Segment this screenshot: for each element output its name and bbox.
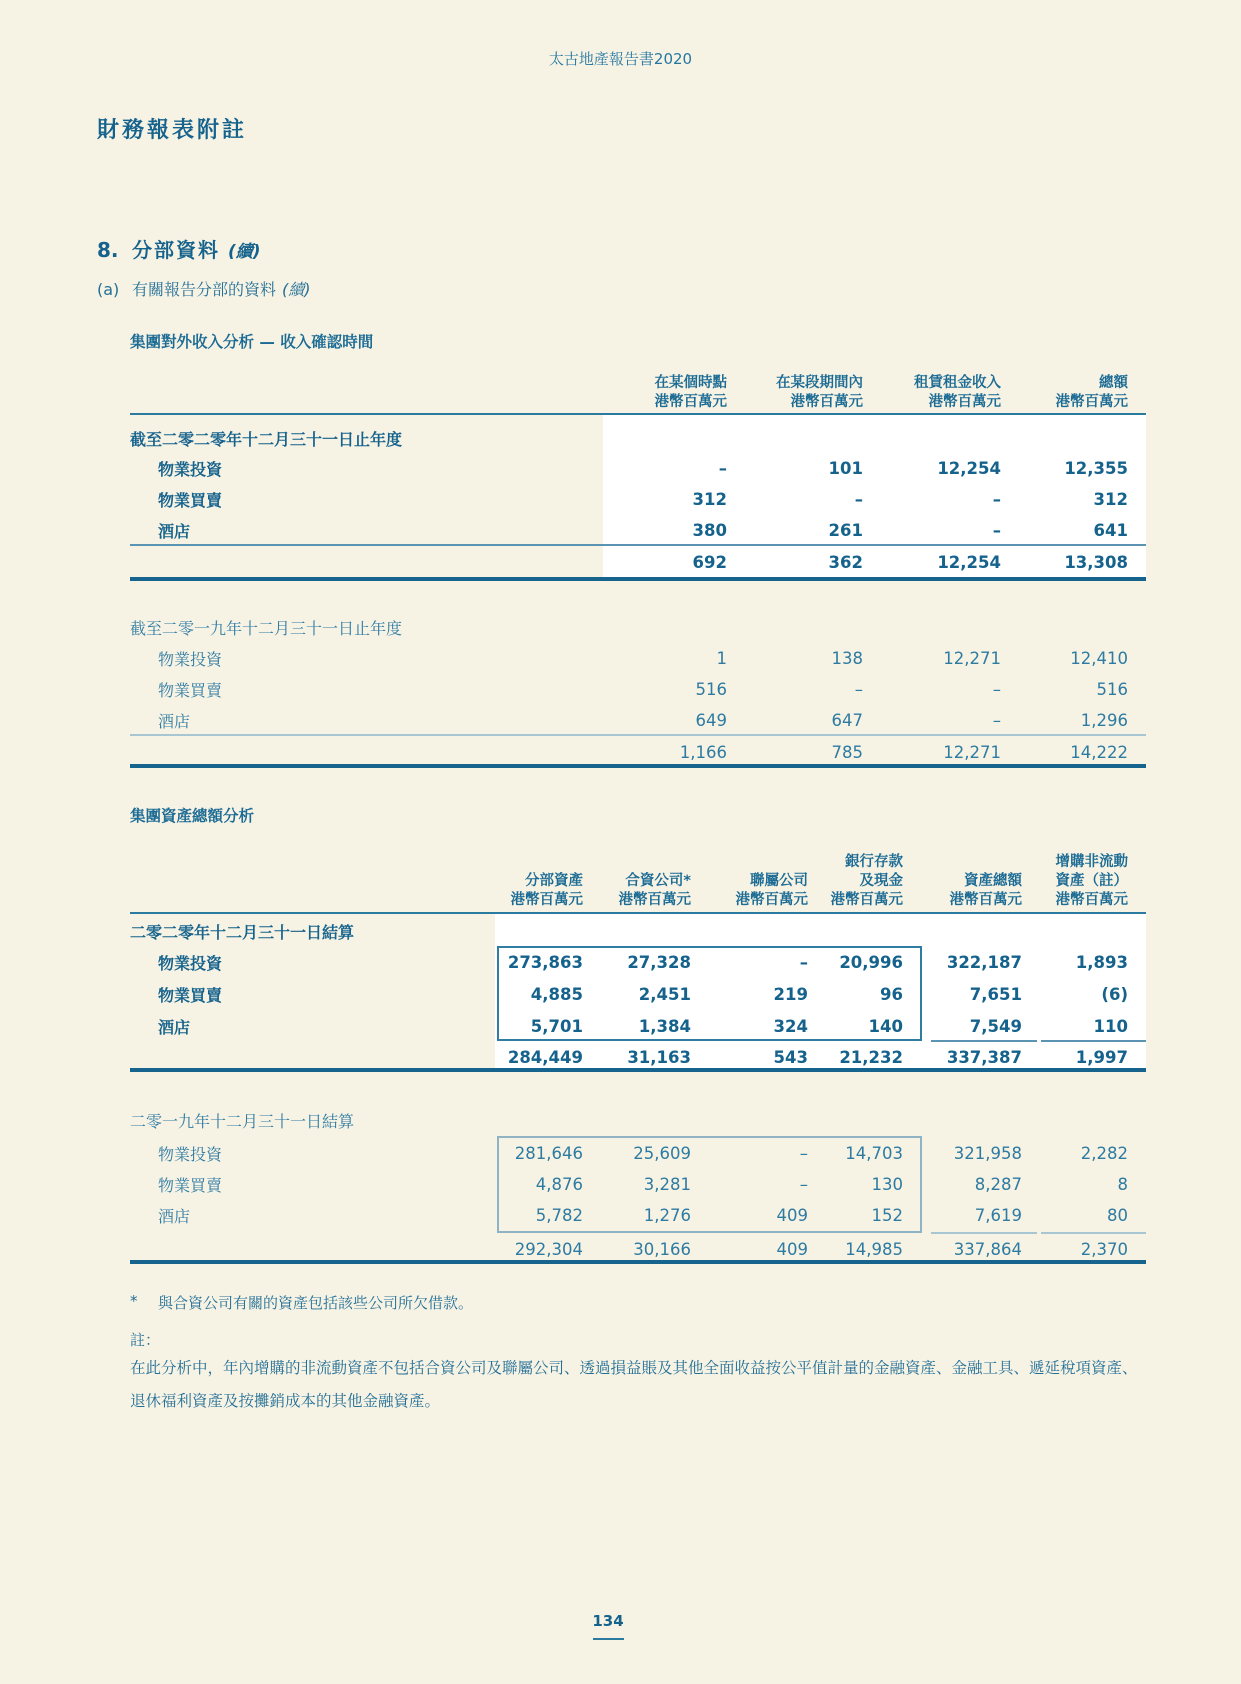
cell-value: 321,958 bbox=[953, 1143, 1022, 1163]
cell-value: 96 bbox=[880, 984, 903, 1004]
cell-value: 101 bbox=[828, 458, 863, 478]
cell-value: 322,187 bbox=[946, 952, 1022, 972]
table-rule bbox=[931, 1232, 1037, 1234]
column-header-line: 港幣百萬元 bbox=[735, 892, 808, 908]
column-header-line: 港幣百萬元 bbox=[830, 892, 903, 908]
column-header bbox=[863, 374, 1001, 412]
subsection-title: 有關報告分部的資料 bbox=[132, 280, 277, 299]
cell-value: – bbox=[799, 1143, 808, 1163]
cell-value: – bbox=[799, 1174, 808, 1194]
table-row bbox=[130, 1012, 1146, 1040]
column-header-line: 港幣百萬元 bbox=[618, 892, 691, 908]
cell-value: 4,876 bbox=[535, 1174, 583, 1194]
cell-value: 138 bbox=[831, 648, 863, 668]
row-label: 物業投資 bbox=[158, 953, 223, 973]
section-continued-mark: (續) bbox=[228, 242, 261, 262]
row-label: 酒店 bbox=[158, 1206, 191, 1226]
column-header-line: 合資公司* bbox=[625, 873, 691, 889]
table-rule bbox=[130, 577, 1146, 581]
cell-value: 649 bbox=[695, 710, 727, 730]
section-label-row bbox=[130, 613, 1146, 641]
table-row bbox=[130, 644, 1146, 672]
note-label: 註： bbox=[130, 1331, 161, 1349]
row-label: 酒店 bbox=[158, 1017, 191, 1037]
section-label-row bbox=[130, 1106, 1146, 1134]
table-rule bbox=[130, 1260, 1146, 1264]
running-header: 太古地產報告書2020 bbox=[548, 50, 693, 68]
cell-value: 5,701 bbox=[530, 1016, 583, 1036]
cell-value: 312 bbox=[1093, 489, 1128, 509]
total-value: 1,166 bbox=[679, 742, 727, 762]
table-rule bbox=[130, 1068, 1146, 1072]
row-label: 物業買賣 bbox=[158, 490, 223, 510]
document-title: 財務報表附註 bbox=[97, 118, 248, 143]
cell-value: 7,651 bbox=[969, 984, 1022, 1004]
column-header-line: 租賃租金收入 bbox=[914, 375, 1001, 391]
assets-table-title: 集團資產總額分析 bbox=[130, 807, 255, 825]
column-header-line: 港幣百萬元 bbox=[949, 892, 1022, 908]
column-header-line: 港幣百萬元 bbox=[654, 394, 727, 410]
total-value: 785 bbox=[831, 742, 863, 762]
cell-value: 1,296 bbox=[1080, 710, 1128, 730]
row-label: 物業投資 bbox=[158, 649, 223, 669]
column-header bbox=[903, 872, 1022, 910]
cell-value: 516 bbox=[695, 679, 727, 699]
total-value: 14,985 bbox=[845, 1239, 903, 1259]
cell-value: 8 bbox=[1117, 1174, 1128, 1194]
cell-value: 324 bbox=[773, 1016, 808, 1036]
section-heading bbox=[97, 234, 261, 263]
total-value: 362 bbox=[828, 552, 863, 572]
table-row bbox=[130, 1139, 1146, 1167]
cell-value: 12,410 bbox=[1070, 648, 1128, 668]
cell-value: 641 bbox=[1093, 520, 1128, 540]
column-header-line: 港幣百萬元 bbox=[928, 394, 1001, 410]
cell-value: 4,885 bbox=[530, 984, 583, 1004]
row-label: 物業買賣 bbox=[158, 1175, 223, 1195]
table-row bbox=[130, 1170, 1146, 1198]
cell-value: 219 bbox=[773, 984, 808, 1004]
column-header-line: 聯屬公司 bbox=[750, 873, 808, 889]
table-rule bbox=[1041, 1040, 1146, 1042]
cell-value: – bbox=[992, 710, 1001, 730]
footnote-text: 與合資公司有關的資產包括該些公司所欠借款。 bbox=[158, 1294, 474, 1312]
total-value: 409 bbox=[776, 1239, 808, 1259]
table-row bbox=[130, 948, 1146, 976]
cell-value: 2,282 bbox=[1080, 1143, 1128, 1163]
cell-value: – bbox=[718, 458, 727, 478]
cell-value: 273,863 bbox=[507, 952, 583, 972]
cell-value: 12,271 bbox=[943, 648, 1001, 668]
total-value: 284,449 bbox=[507, 1047, 583, 1067]
row-label: 酒店 bbox=[158, 711, 191, 731]
page-number-underline bbox=[593, 1638, 624, 1640]
section-label-row bbox=[130, 424, 1146, 452]
table-row bbox=[130, 454, 1146, 482]
total-value: 292,304 bbox=[514, 1239, 583, 1259]
subsection-continued-mark: (續) bbox=[282, 280, 311, 299]
table-rule bbox=[130, 912, 1146, 914]
column-header-line: 港幣百萬元 bbox=[790, 394, 863, 410]
cell-value: 1,276 bbox=[643, 1205, 691, 1225]
cell-value: 12,254 bbox=[937, 458, 1001, 478]
section-label: 二零二零年十二月三十一日結算 bbox=[130, 922, 355, 942]
section-label: 截至二零一九年十二月三十一日止年度 bbox=[130, 618, 403, 638]
section-label-row bbox=[130, 917, 1146, 945]
table-rule bbox=[1041, 1232, 1146, 1234]
row-label: 物業買賣 bbox=[158, 680, 223, 700]
column-header bbox=[603, 374, 727, 412]
total-row bbox=[130, 548, 1146, 576]
section-label: 二零一九年十二月三十一日結算 bbox=[130, 1111, 355, 1131]
table-row bbox=[130, 1201, 1146, 1229]
table-row bbox=[130, 485, 1146, 513]
cell-value: 1,384 bbox=[638, 1016, 691, 1036]
total-value: 13,308 bbox=[1064, 552, 1128, 572]
column-header-line: 在某段期間內 bbox=[776, 375, 863, 391]
table-rule bbox=[130, 734, 1146, 736]
cell-value: 25,609 bbox=[633, 1143, 691, 1163]
cell-value: 380 bbox=[692, 520, 727, 540]
table-row bbox=[130, 516, 1146, 544]
section-number: 8. bbox=[97, 238, 119, 262]
column-header bbox=[1022, 853, 1146, 910]
cell-value: 12,355 bbox=[1064, 458, 1128, 478]
cell-value: (6) bbox=[1101, 984, 1128, 1004]
row-label: 物業買賣 bbox=[158, 985, 223, 1005]
cell-value: 2,451 bbox=[638, 984, 691, 1004]
cell-value: 7,619 bbox=[974, 1205, 1022, 1225]
cell-value: 27,328 bbox=[627, 952, 691, 972]
column-header bbox=[583, 872, 691, 910]
total-row bbox=[130, 1235, 1146, 1263]
column-header bbox=[1001, 374, 1146, 412]
cell-value: 647 bbox=[831, 710, 863, 730]
column-header-line: 港幣百萬元 bbox=[510, 892, 583, 908]
row-label: 酒店 bbox=[158, 521, 191, 541]
assets-table-header bbox=[130, 842, 1146, 910]
footnote-note-label bbox=[130, 1329, 1146, 1350]
total-value: 31,163 bbox=[627, 1047, 691, 1067]
section-label: 截至二零二零年十二月三十一日止年度 bbox=[130, 429, 403, 449]
column-header bbox=[470, 872, 583, 910]
table-row bbox=[130, 706, 1146, 734]
total-value: 1,997 bbox=[1075, 1047, 1128, 1067]
cell-value: 7,549 bbox=[969, 1016, 1022, 1036]
footnote-note-text: 在此分析中，年內增購的非流動資產不包括合資公司及聯屬公司、透過損益賬及其他全面收益按公平值計量的金融資產、金融工具、遞延稅項資產、退休福利資產及按攤銷成本的其他金融資產。 bbox=[130, 1359, 1138, 1410]
cell-value: 1 bbox=[716, 648, 727, 668]
cell-value: – bbox=[992, 520, 1001, 540]
cell-value: – bbox=[854, 679, 863, 699]
column-header-line: 及現金 bbox=[859, 873, 903, 889]
table-rule bbox=[130, 413, 1146, 415]
total-value: 21,232 bbox=[839, 1047, 903, 1067]
column-header-line: 在某個時點 bbox=[654, 375, 727, 391]
revenue-table-title: 集團對外收入分析 — 收入確認時間 bbox=[130, 333, 374, 351]
cell-value: – bbox=[854, 489, 863, 509]
column-header-line: 增購非流動 bbox=[1055, 854, 1128, 870]
subsection-heading bbox=[97, 277, 311, 300]
column-header-line: 資產總額 bbox=[964, 873, 1022, 889]
footnote-marker: * bbox=[130, 1292, 138, 1310]
table-rule bbox=[130, 544, 1146, 546]
footnote-star bbox=[130, 1292, 1146, 1313]
section-title: 分部資料 bbox=[132, 238, 220, 262]
column-header-line: 總額 bbox=[1099, 375, 1128, 391]
table-rule bbox=[130, 764, 1146, 768]
cell-value: – bbox=[799, 952, 808, 972]
column-header bbox=[808, 853, 903, 910]
cell-value: 281,646 bbox=[514, 1143, 583, 1163]
cell-value: 110 bbox=[1093, 1016, 1128, 1036]
row-label: 物業投資 bbox=[158, 1144, 223, 1164]
total-value: 337,864 bbox=[953, 1239, 1022, 1259]
column-header-line: 資產（註） bbox=[1055, 873, 1128, 889]
cell-value: 409 bbox=[776, 1205, 808, 1225]
cell-value: 8,287 bbox=[974, 1174, 1022, 1194]
cell-value: 152 bbox=[871, 1205, 903, 1225]
table-rule bbox=[931, 1040, 1037, 1042]
total-value: 14,222 bbox=[1070, 742, 1128, 762]
column-header-line: 港幣百萬元 bbox=[1055, 892, 1128, 908]
total-value: 543 bbox=[773, 1047, 808, 1067]
cell-value: 80 bbox=[1107, 1205, 1128, 1225]
cell-value: 3,281 bbox=[643, 1174, 691, 1194]
total-row bbox=[130, 1043, 1146, 1071]
revenue-table-header bbox=[130, 352, 1146, 412]
total-value: 30,166 bbox=[633, 1239, 691, 1259]
total-value: 12,254 bbox=[937, 552, 1001, 572]
cell-value: 140 bbox=[868, 1016, 903, 1036]
row-label: 物業投資 bbox=[158, 459, 223, 479]
total-row bbox=[130, 738, 1146, 766]
cell-value: 1,893 bbox=[1075, 952, 1128, 972]
total-value: 12,271 bbox=[943, 742, 1001, 762]
cell-value: 312 bbox=[692, 489, 727, 509]
cell-value: 261 bbox=[828, 520, 863, 540]
column-header-line: 分部資產 bbox=[525, 873, 583, 889]
table-row bbox=[130, 980, 1146, 1008]
column-header-line: 港幣百萬元 bbox=[1055, 394, 1128, 410]
total-value: 337,387 bbox=[946, 1047, 1022, 1067]
column-header bbox=[691, 872, 808, 910]
table-row bbox=[130, 675, 1146, 703]
total-value: 2,370 bbox=[1080, 1239, 1128, 1259]
column-header-line: 銀行存款 bbox=[845, 854, 903, 870]
cell-value: 516 bbox=[1096, 679, 1128, 699]
cell-value: 5,782 bbox=[535, 1205, 583, 1225]
cell-value: – bbox=[992, 489, 1001, 509]
cell-value: 20,996 bbox=[839, 952, 903, 972]
cell-value: 130 bbox=[871, 1174, 903, 1194]
column-header bbox=[727, 374, 863, 412]
cell-value: 14,703 bbox=[845, 1143, 903, 1163]
subsection-label: (a) bbox=[97, 280, 120, 299]
page-number: 134 bbox=[592, 1612, 624, 1630]
total-value: 692 bbox=[692, 552, 727, 572]
cell-value: – bbox=[992, 679, 1001, 699]
